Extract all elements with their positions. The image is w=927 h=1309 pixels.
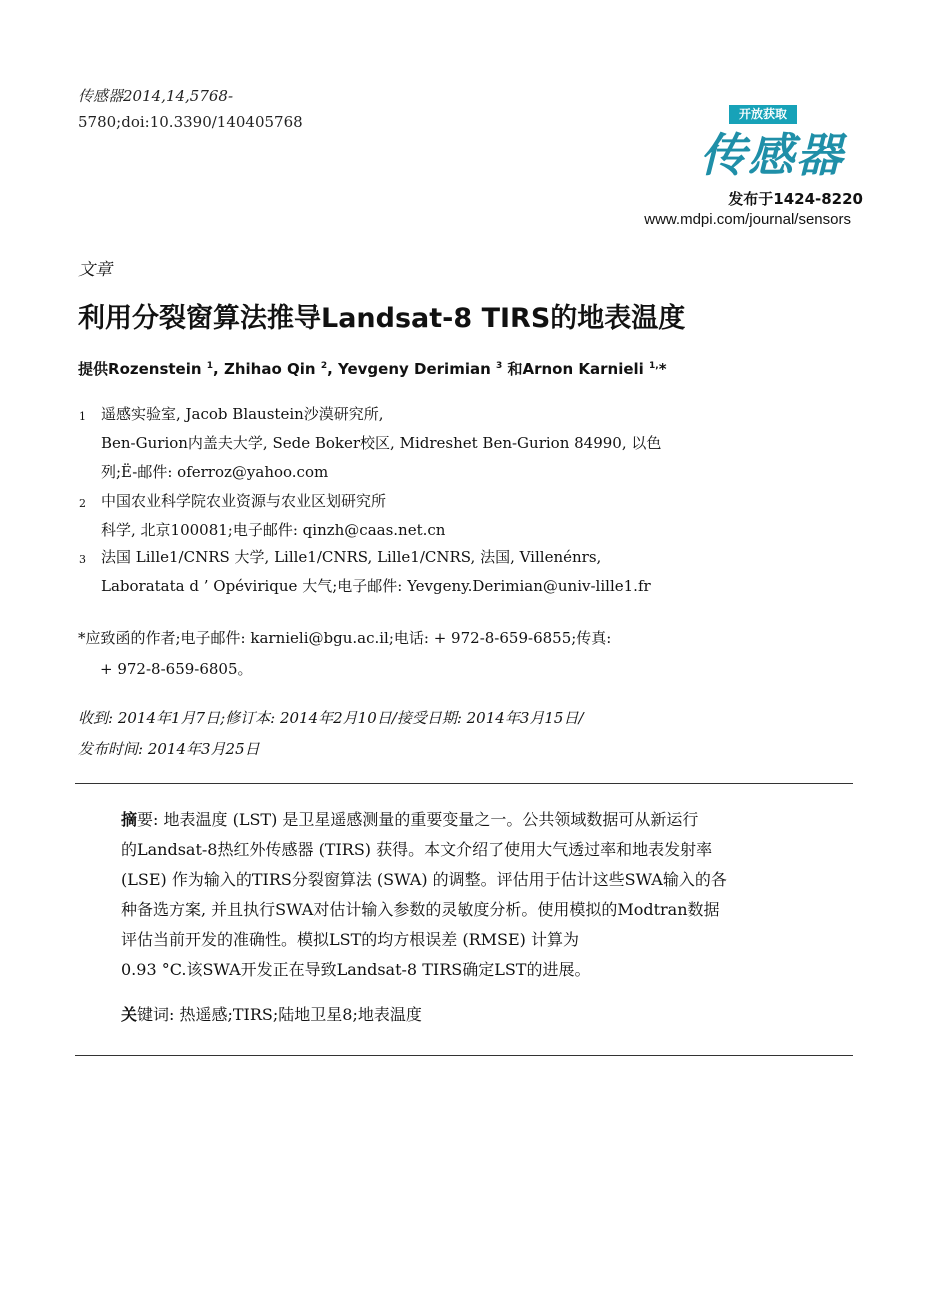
affiliation-number: 2 <box>79 497 86 510</box>
author-name: Zhihao Qin <box>223 360 316 378</box>
keywords <box>121 1002 422 1025</box>
journal-logo: 传感器 <box>700 128 844 182</box>
keywords-text: 键词: 热遥感;TIRS;陆地卫星8;地表温度 <box>137 1005 422 1024</box>
article-type: 文章 <box>78 260 112 280</box>
article-title: 利用分裂窗算法推导Landsat-8 TIRS的地表温度 <box>78 303 686 334</box>
author-separator: 和 <box>502 360 523 378</box>
affiliation-line: 中国农业科学院农业资源与农业区划研究所 <box>101 492 387 510</box>
abstract-text: 要: 地表温度 (LST) 是卫星遥感测量的重要变量之一。公共领域数据可从新运行 <box>137 810 699 829</box>
abstract <box>121 805 809 985</box>
affiliation-line: 法国 Lille1/CNRS 大学, Lille1/CNRS, Lille1/CNRS, 法国, Villenénrs, <box>101 548 602 566</box>
affiliation-line: Laboratata d ’ Opévirique 大气;电子邮件: Yevgeny.Derimian@univ-lille1.fr <box>101 577 651 595</box>
citation-line-1: 传感器2014,14,5768- <box>78 87 234 105</box>
abstract-line: 0.93 °C.该SWA开发正在导致Landsat-8 TIRS确定LST的进展。 <box>121 960 591 979</box>
divider <box>75 1055 853 1056</box>
abstract-line <box>121 805 809 835</box>
author-list <box>78 358 667 379</box>
correspondence-line: *应致函的作者;电子邮件: karnieli@bgu.ac.il;电话: + 972-8-659-6855;传真: <box>78 629 612 647</box>
author-name: Arnon Karnieli <box>522 360 644 378</box>
affiliation-number: 3 <box>79 553 86 566</box>
correspondence-line: + 972-8-659-6805。 <box>100 660 253 678</box>
author-affiliation-mark: 1, <box>649 361 659 371</box>
keywords-label: 关 <box>121 1005 138 1024</box>
correspondence <box>78 623 611 685</box>
abstract-line: 评估当前开发的准确性。模拟LST的均方根误差 (RMSE) 计算为 <box>121 930 579 949</box>
author-separator: , <box>327 360 338 378</box>
author-separator: * <box>658 360 667 378</box>
abstract-line: 的Landsat-8热红外传感器 (TIRS) 获得。本文介绍了使用大气透过率和地表发射率 <box>121 840 713 859</box>
author-affiliation-mark: 1 <box>206 361 214 371</box>
open-access-badge: 开放获取 <box>729 105 797 124</box>
affiliation-line: 列;Ë-邮件: oferroz@yahoo.com <box>101 463 329 481</box>
author-affiliation-mark: 2 <box>320 361 328 371</box>
affiliation-line: 遥感实验室, Jacob Blaustein沙漠研究所, <box>101 405 384 423</box>
affiliation-line: 科学, 北京100081;电子邮件: qinzh@caas.net.cn <box>101 521 446 539</box>
dates-line: 发布时间: 2014年3月25日 <box>78 740 260 758</box>
abstract-line: 种备选方案, 并且执行SWA对估计输入参数的灵敏度分析。使用模拟的Modtran数据 <box>121 900 720 919</box>
author-name: Rozenstein <box>108 360 202 378</box>
abstract-line: (LSE) 作为输入的TIRS分裂窗算法 (SWA) 的调整。评估用于估计这些SWA输入的各 <box>121 870 727 889</box>
divider <box>75 783 853 784</box>
author-separator: , <box>213 360 224 378</box>
citation-line-2: 5780;doi:10.3390/140405768 <box>78 113 303 131</box>
publication-dates <box>78 703 584 765</box>
abstract-label: 摘 <box>121 810 138 829</box>
author-name: Yevgeny Derimian <box>338 360 491 378</box>
dates-line: 收到: 2014年1月7日;修订本: 2014年2月10日/接受日期: 2014年3月15日/ <box>78 709 584 727</box>
author-affiliation-mark: 3 <box>496 361 503 371</box>
affiliation-number: 1 <box>79 410 86 423</box>
authors-prefix: 提供 <box>78 360 109 378</box>
issn: 发布于1424-8220 <box>728 190 863 208</box>
citation <box>78 83 303 135</box>
journal-url[interactable]: www.mdpi.com/journal/sensors <box>644 211 851 228</box>
affiliation-line: Ben-Gurion内盖夫大学, Sede Boker校区, Midreshet Ben-Gurion 84990, 以色 <box>101 434 662 452</box>
